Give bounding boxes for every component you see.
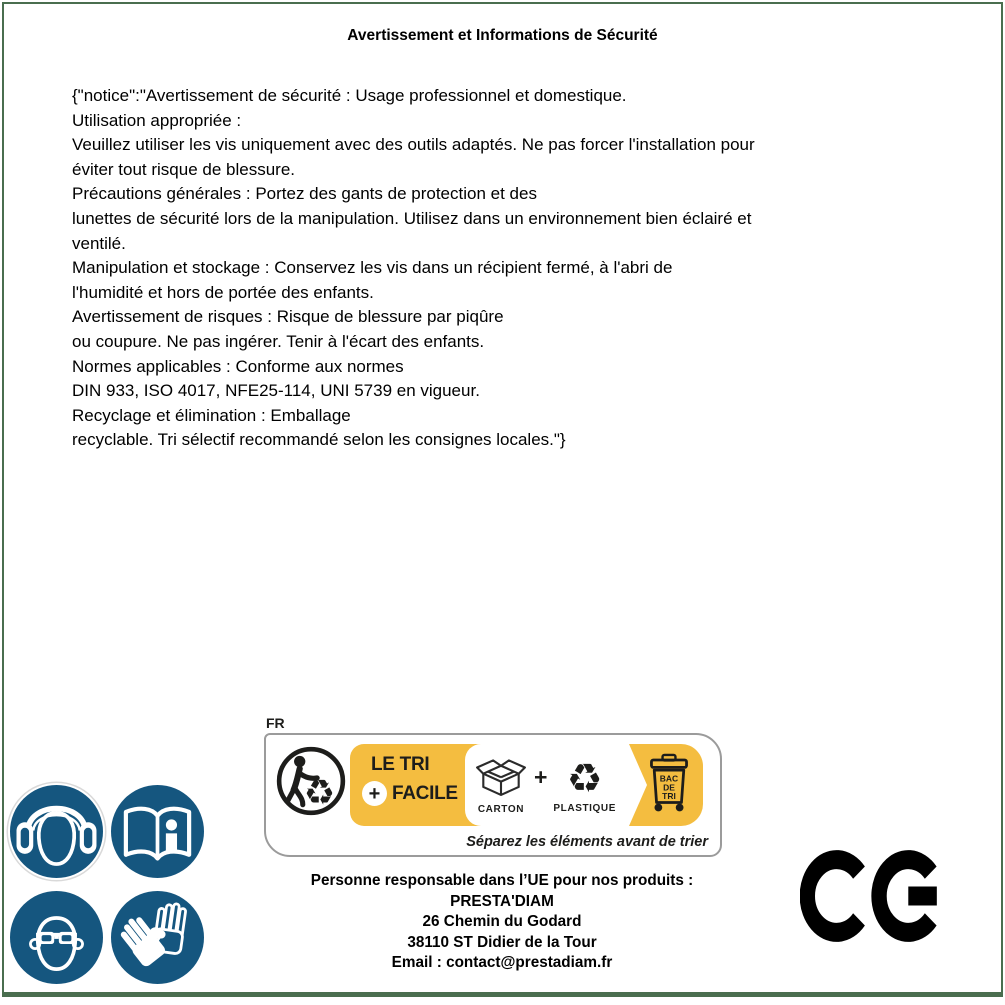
notice-line: Normes applicables : Conforme aux normes — [72, 356, 404, 376]
material-carton — [474, 756, 528, 815]
carton-box-icon — [474, 756, 528, 802]
notice-line: ventilé. — [72, 233, 126, 253]
facile-text: FACILE — [392, 782, 458, 804]
bin-text-line: DE — [663, 782, 675, 793]
page-title: Avertissement et Informations de Sécurité — [347, 27, 658, 44]
mandatory-safety-icons — [10, 785, 220, 995]
wear-gloves-icon — [111, 891, 204, 984]
address-line: 38110 ST Didier de la Tour — [407, 933, 597, 951]
notice-line: Veuillez utiliser les vis uniquement avec des outils adaptés. Ne pas forcer l'installation pour — [72, 135, 755, 155]
notice-line: Utilisation appropriée : — [72, 110, 242, 130]
address-line: PRESTA'DIAM — [450, 892, 554, 910]
notice-line: Manipulation et stockage : Conservez les vis dans un récipient fermé, à l'abri de — [72, 258, 673, 278]
wear-ear-protection-icon — [10, 785, 103, 878]
recycling-symbol-icon: ♻ — [566, 755, 603, 802]
notice-line: éviter tout risque de blessure. — [72, 159, 296, 179]
responsible-person-block — [252, 871, 752, 974]
notice-line: Recyclage et élimination : Emballage — [72, 405, 351, 425]
material-plastique — [553, 757, 616, 814]
notice-line: {"notice":"Avertissement de sécurité : Usage professionnel et domestique. — [72, 86, 627, 105]
le-tri-text: LE TRI — [371, 754, 430, 775]
address-line: Personne responsable dans l’UE pour nos produits : — [310, 872, 694, 889]
tri-facile-headline — [362, 754, 458, 806]
safety-notice-text — [72, 84, 962, 453]
notice-line: lunettes de sécurité lors de la manipulation. Utilisez dans un environnement bien éclairé et — [72, 208, 752, 228]
ce-mark — [800, 846, 950, 946]
triman-arrows-glyph: ♻ — [303, 773, 336, 814]
material-label: PLASTIQUE — [553, 802, 617, 814]
read-manual-icon — [111, 785, 204, 878]
sorting-instruction: Séparez les éléments avant de trier — [466, 834, 708, 850]
plus-glyph: + — [368, 782, 381, 805]
notice-line: Avertissement de risques : Risque de blessure par piqûre — [72, 307, 504, 327]
materials-panel — [465, 744, 629, 826]
triman-icon — [274, 744, 348, 818]
info-tri-recycling-label — [264, 733, 722, 857]
notice-line: DIN 933, ISO 4017, NFE25-114, UNI 5739 en vigueur. — [72, 381, 480, 401]
country-code-label: FR — [266, 715, 285, 731]
wear-eye-protection-icon — [10, 891, 103, 984]
notice-line: l'humidité et hors de portée des enfants. — [72, 282, 374, 302]
material-label: CARTON — [477, 803, 525, 815]
sorting-bin-icon — [645, 751, 693, 819]
notice-line: recyclable. Tri sélectif recommandé selon les consignes locales."} — [72, 430, 566, 450]
plus-circle-icon — [362, 781, 387, 806]
notice-line: Précautions générales : Portez des gants de protection et des — [72, 184, 537, 204]
notice-line: ou coupure. Ne pas ingérer. Tenir à l'écart des enfants. — [72, 331, 485, 351]
address-line: Email : contact@prestadiam.fr — [391, 954, 613, 972]
bin-text-line: BAC — [659, 773, 679, 784]
address-line: 26 Chemin du Godard — [422, 913, 582, 931]
tri-facile-band — [350, 744, 703, 826]
bin-text-line: TRI — [662, 791, 676, 802]
plus-separator: + — [533, 763, 548, 790]
